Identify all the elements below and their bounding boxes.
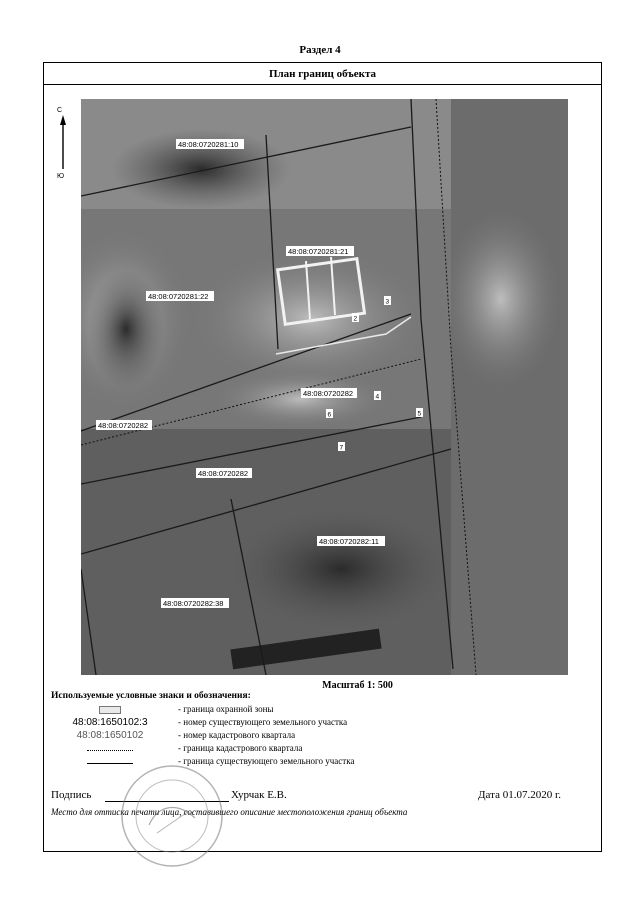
stamp-seal-icon [119, 763, 225, 869]
aerial-map [81, 99, 568, 675]
point-label: 6 [327, 411, 332, 419]
map-label: 48:08:0720281:22 [148, 292, 209, 301]
legend-item: 48:08:1650102 - номер кадастрового квартала [51, 730, 591, 742]
point-label: 5 [417, 410, 422, 418]
section-title: Раздел 4 [299, 44, 341, 56]
protection-zone-symbol-icon [99, 706, 121, 714]
legend-item: 48:08:1650102:3 - номер существующего земельного участка [51, 717, 591, 729]
map-label: 48:08:0720282:38 [163, 599, 224, 608]
compass [53, 107, 75, 187]
signer-name: Хурчак Е.В. [231, 789, 287, 801]
map-canvas [81, 99, 568, 675]
dotted-line-icon [87, 750, 133, 751]
frame-header: План границ объекта [44, 63, 601, 85]
map-label: 48:08:0720282 [198, 469, 249, 478]
document-frame [43, 62, 602, 852]
signature-date: Дата 01.07.2020 г. [478, 789, 561, 801]
map-label: 48:08:0720281:10 [178, 140, 239, 149]
compass-south: Ю [57, 173, 65, 180]
point-label: 2 [353, 315, 358, 323]
point-label: 3 [385, 298, 390, 306]
map-label: 48:08:0720282 [98, 421, 149, 430]
point-label: 7 [339, 444, 344, 452]
legend-item: - граница охранной зоны [51, 704, 591, 716]
legend-title: Используемые условные знаки и обозначения: [51, 691, 251, 701]
legend-item: - граница кадастрового квартала [51, 743, 591, 755]
signature-label: Подпись [51, 789, 92, 801]
map-scale: Масштаб 1: 500 [322, 680, 393, 691]
point-label: 4 [375, 393, 380, 401]
legend-symbol-text: 48:08:1650102 [76, 730, 144, 741]
legend-item: - граница существующего земельного участка [51, 756, 591, 768]
legend-symbol-text: 48:08:1650102:3 [72, 717, 148, 728]
map-label: 48:08:0720282 [303, 389, 354, 398]
compass-north: С [57, 107, 63, 114]
stamp-place-note: Место для оттиска печати лица, составившего описание местоположения границ объекта [51, 807, 408, 817]
map-label: 48:08:0720282:11 [319, 537, 379, 546]
map-label: 48:08:0720281:21 [288, 247, 349, 256]
